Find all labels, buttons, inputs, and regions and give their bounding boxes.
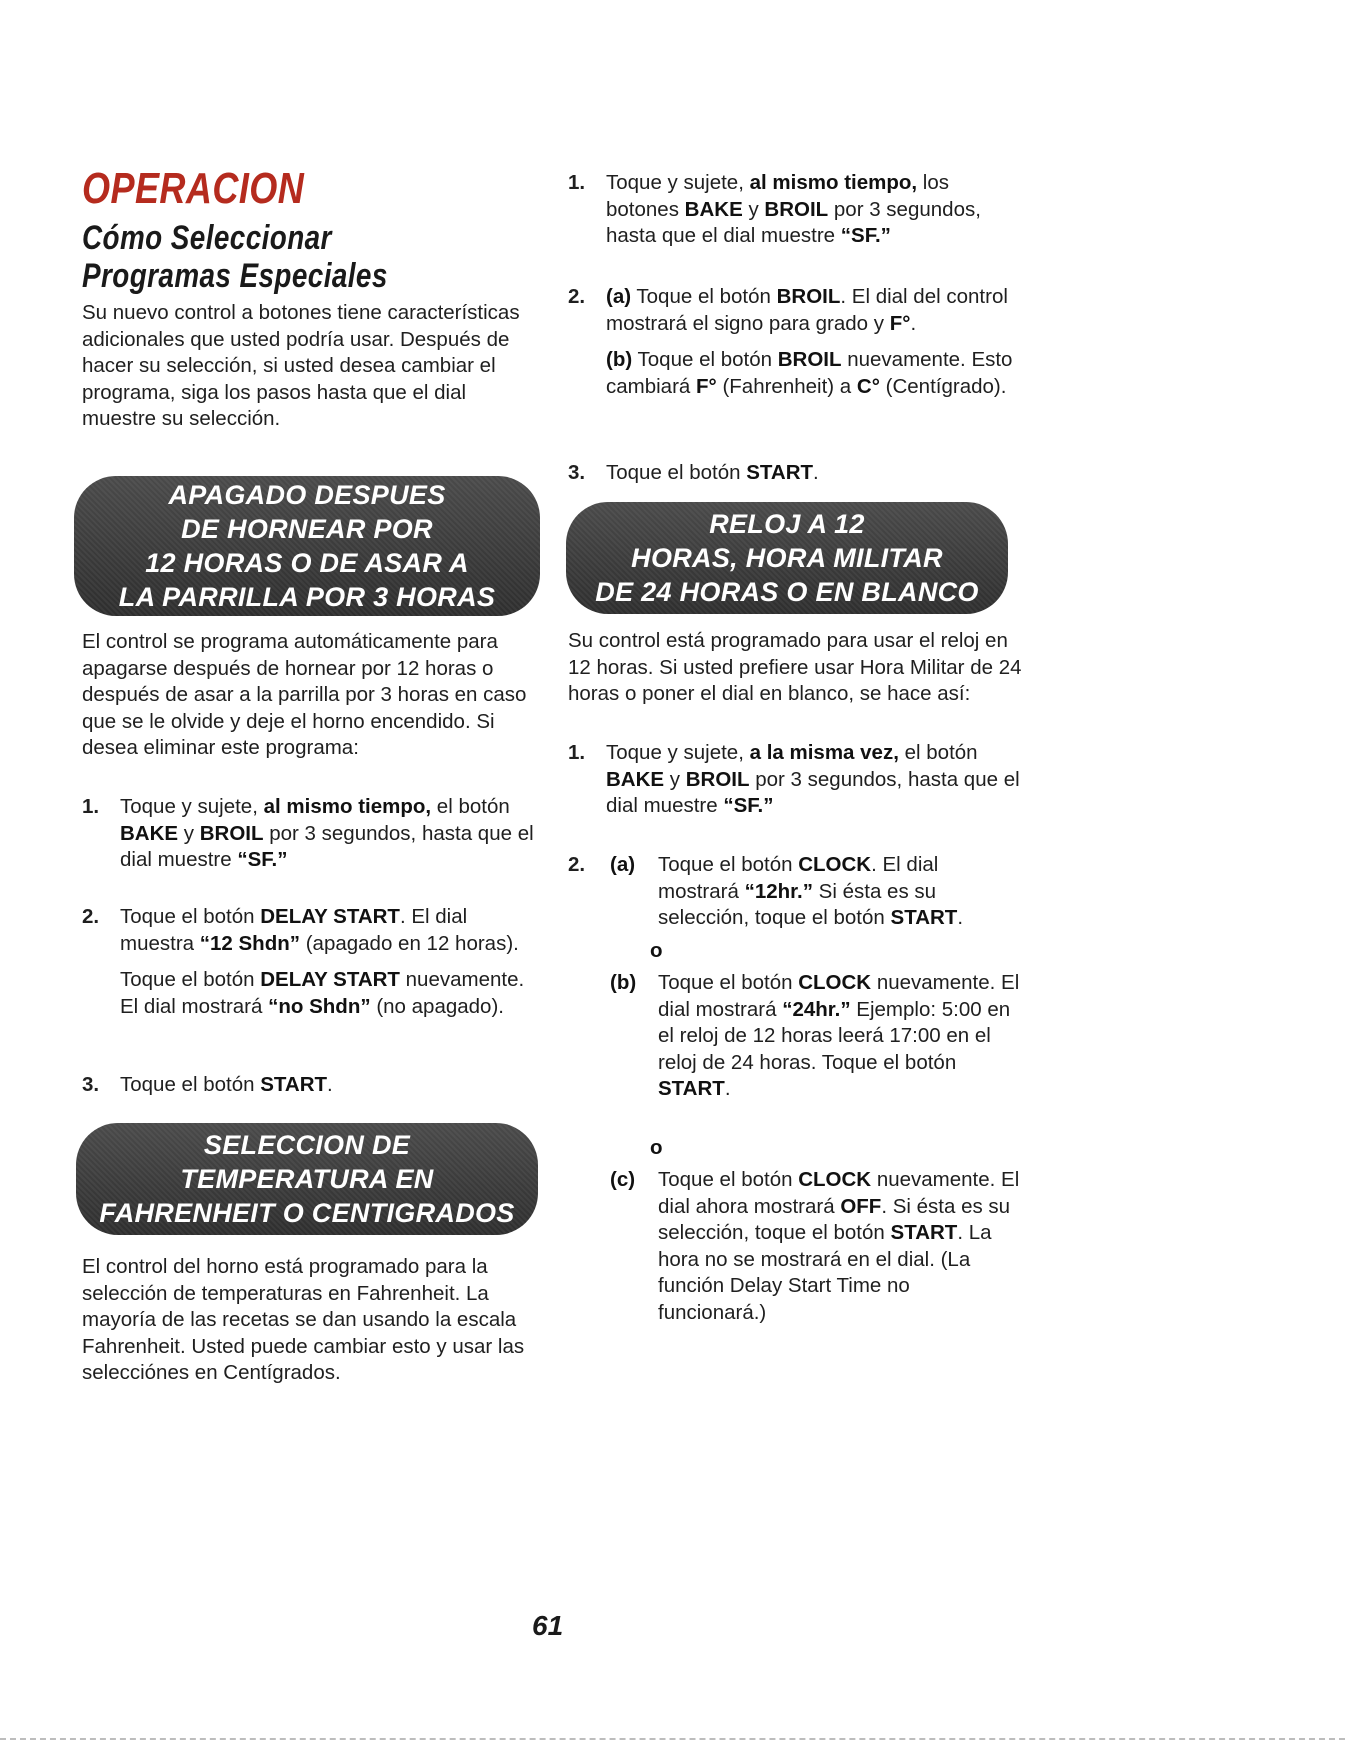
clock-option-b: (b) Toque el botón CLOCK nuevamente. El dial mostrará “24hr.” Ejemplo: 5:00 en el reloj de 12 horas leerá 17:00 en el reloj de 24 horas. Toque el botón START. xyxy=(610,971,1020,1101)
page-title: OPERACION xyxy=(82,164,305,213)
banner-temperature-text: SELECCION DE TEMPERATURA EN FAHRENHEIT O CENTIGRADOS xyxy=(99,1130,515,1228)
clock-option-c: (c) Toque el botón CLOCK nuevamente. El dial ahora mostrará OFF. Si ésta es su selección, toque el botón START. La hora no se mostrará en el dial. (La función Delay Start Time no funcionará.) xyxy=(610,1168,1020,1324)
step-number: 2. xyxy=(82,905,100,928)
step-number: 1. xyxy=(82,795,100,818)
clock-intro-paragraph: Su control está programado para usar el reloj en 12 horas. Si usted prefiere usar Hora Militar de 24 horas o poner el dial en blanco, se hace así: xyxy=(568,629,1022,706)
step-number: 1. xyxy=(568,741,586,764)
or-separator-2: o xyxy=(650,1136,663,1159)
banner-clock-text: RELOJ A 12 HORAS, HORA MILITAR DE 24 HORAS O EN BLANCO xyxy=(595,509,979,607)
step-number: 2. xyxy=(568,853,586,876)
page-number: 61 xyxy=(532,1610,564,1641)
banner-clock xyxy=(566,502,1008,614)
step-number: 3. xyxy=(82,1073,100,1096)
banner-temperature xyxy=(76,1123,538,1235)
shutoff-intro-paragraph: El control se programa automáticamente para apagarse después de hornear por 12 horas o después de asar a la parrilla por 3 horas en caso que se le olvide y deje el horno encendido. Si desea eliminar este programa: xyxy=(82,630,527,760)
banner-auto-shutoff-text: APAGADO DESPUES DE HORNEAR POR 12 HORAS O DE ASAR A LA PARRILLA POR 3 HORAS xyxy=(118,480,496,612)
section-title-line2: Programas Especiales xyxy=(82,257,388,295)
temperature-intro-paragraph: El control del horno está programado para la selección de temperaturas en Fahrenheit. La mayoría de las recetas se dan usando la escala Fahrenheit. Usted puede cambiar esto y usar las selecciónes en Centígrados. xyxy=(82,1255,525,1385)
or-separator-1: o xyxy=(650,939,663,962)
step-number: 2. xyxy=(568,285,586,308)
footer-dashed-rule xyxy=(0,1738,1345,1741)
intro-paragraph: Su nuevo control a botones tiene características adicionales que usted podría usar. Después de hacer su selección, si usted desea cambiar el programa, siga los pasos hasta que el dial muestre su selección. xyxy=(82,301,520,431)
section-title-line1: Cómo Seleccionar xyxy=(82,219,332,257)
banner-auto-shutoff xyxy=(74,476,540,616)
clock-option-a: (a) Toque el botón CLOCK. El dial mostrará “12hr.” Si ésta es su selección, toque el botón START. xyxy=(610,853,964,930)
step-number: 3. xyxy=(568,461,586,484)
step-number: 1. xyxy=(568,171,586,194)
